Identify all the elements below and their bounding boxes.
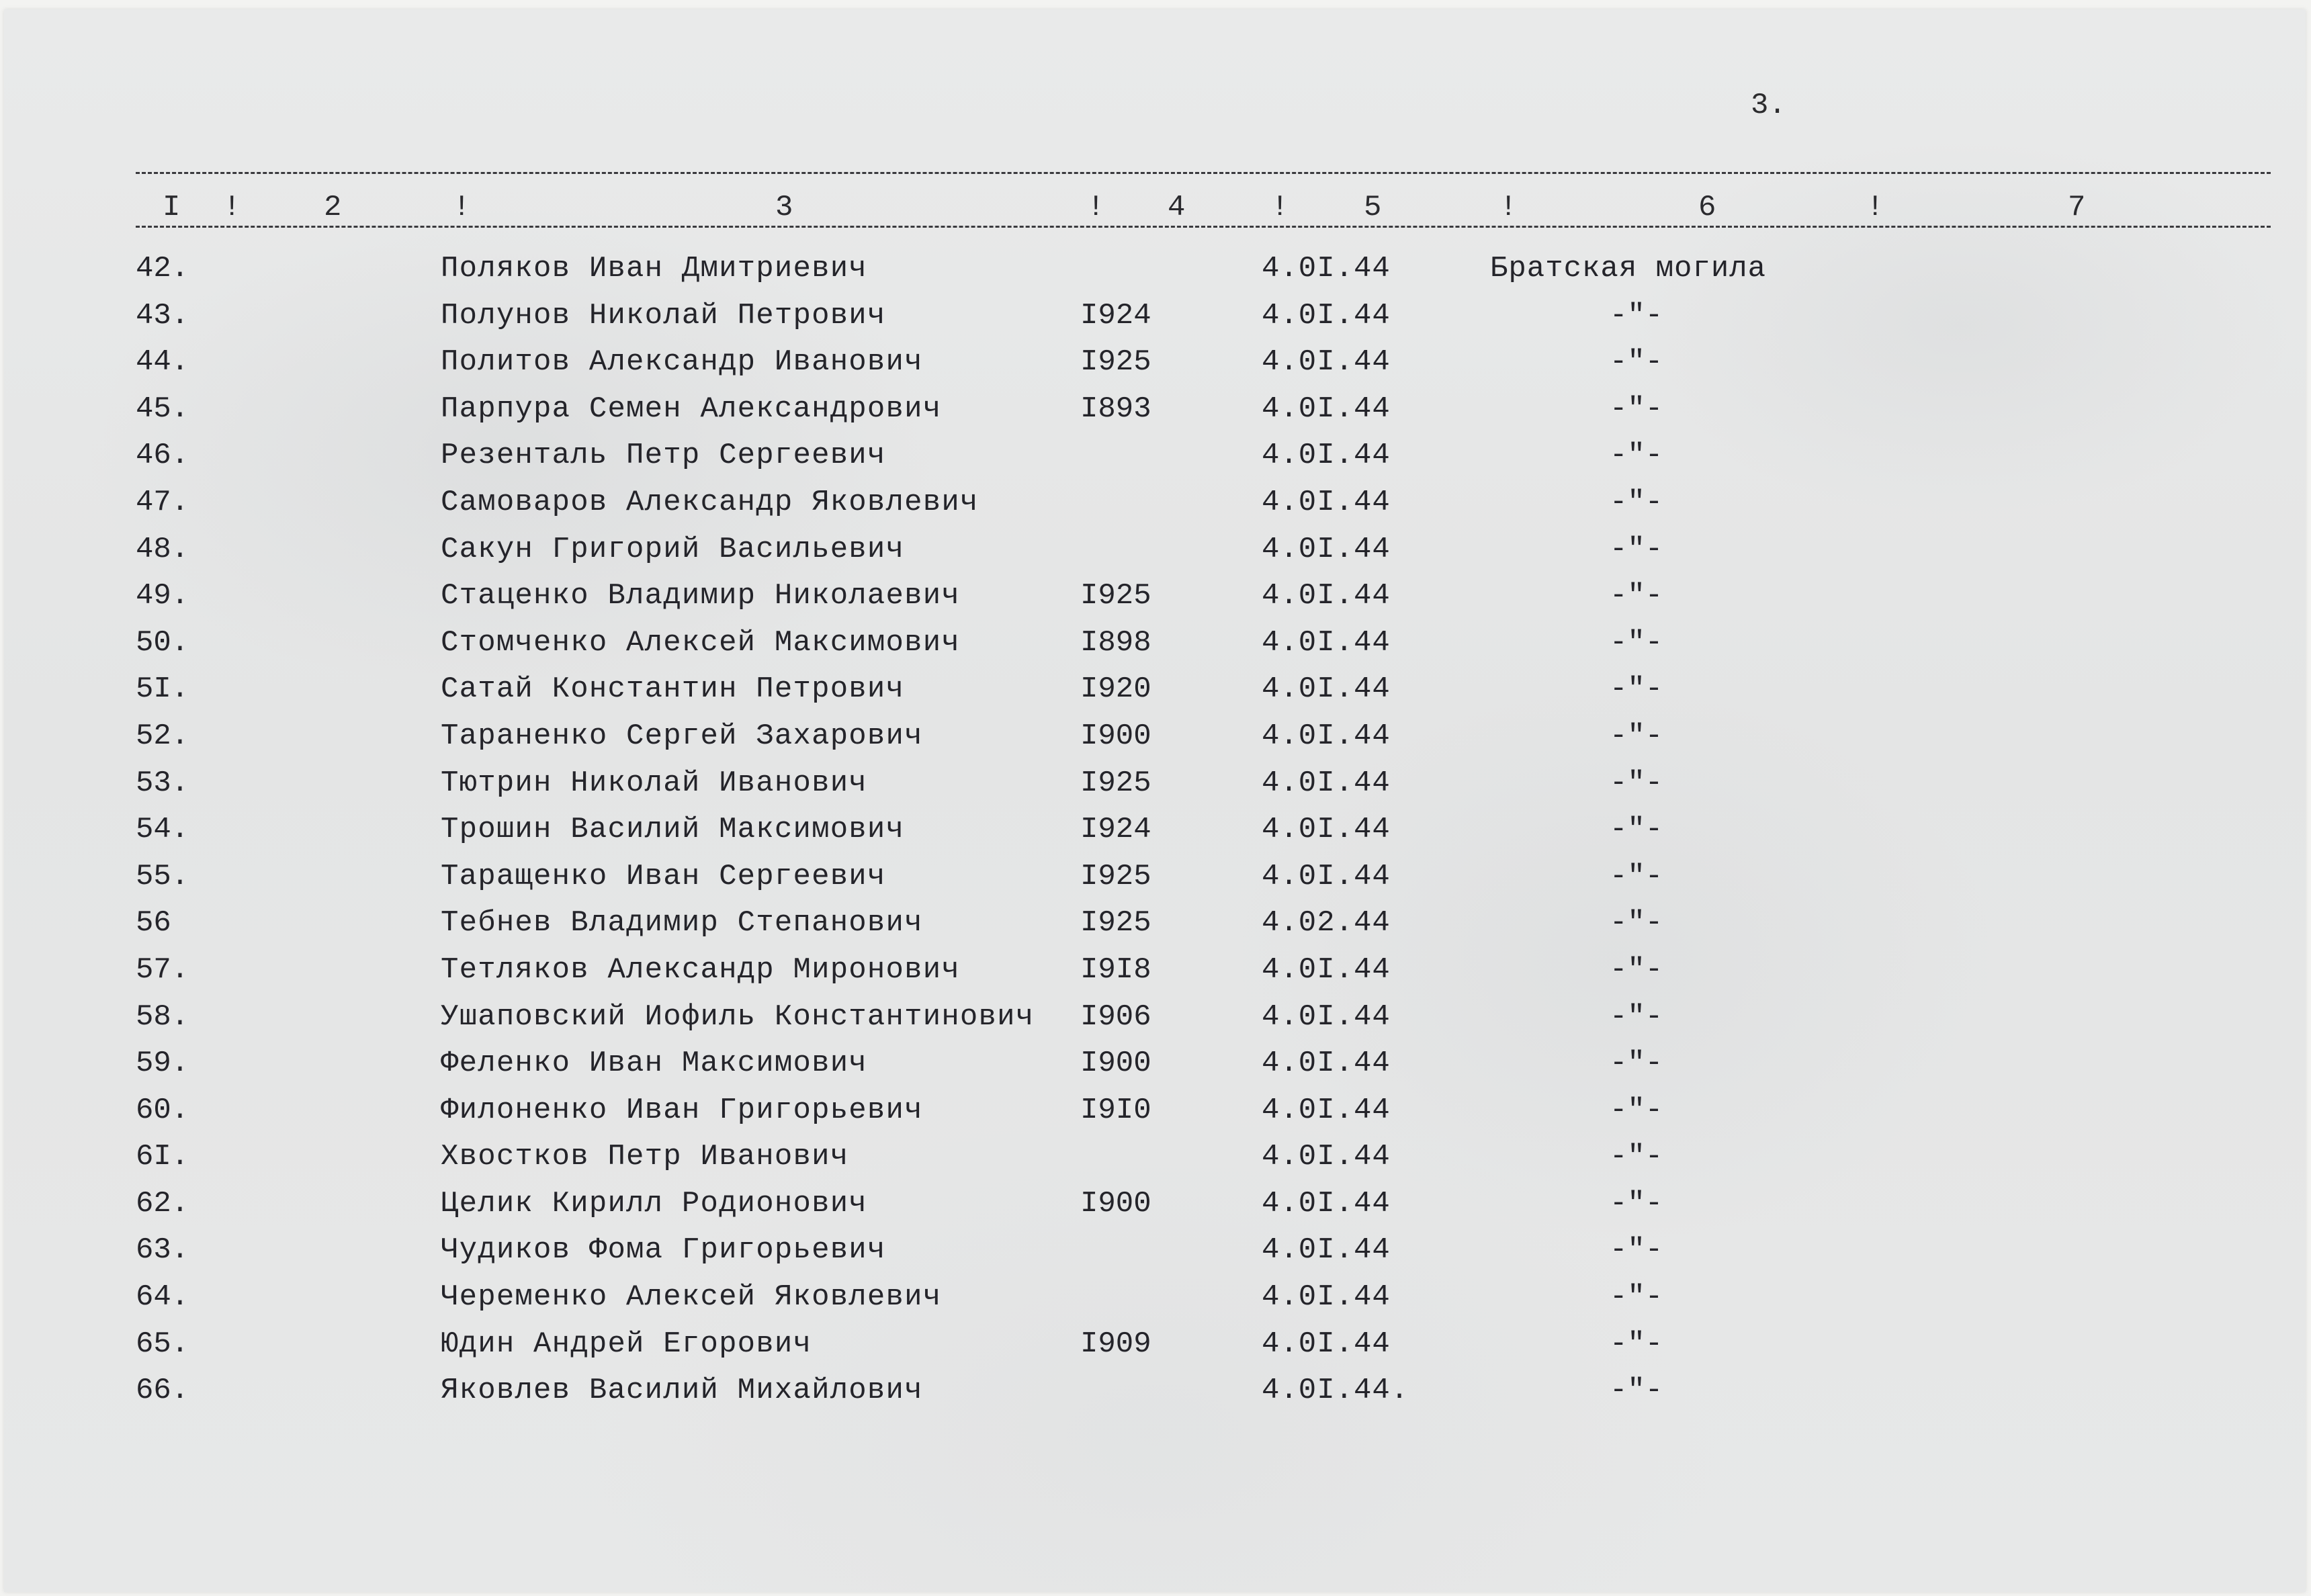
row-number: 50. — [136, 625, 189, 660]
table-row — [4, 1231, 2306, 1278]
death-date: 4.0I.44 — [1262, 532, 1391, 566]
column-header-4: 4 — [1168, 191, 1186, 224]
death-date: 4.0I.44 — [1262, 672, 1391, 707]
table-row — [4, 1092, 2306, 1139]
person-name: Целик Кирилл Родионович — [441, 1186, 867, 1221]
table-row — [4, 904, 2306, 951]
death-date: 4.0I.44 — [1262, 1233, 1391, 1268]
burial-place: -"- — [1610, 1000, 1663, 1034]
person-name: Ушаповский Иофиль Константинович — [441, 1000, 1035, 1034]
burial-place: -"- — [1610, 906, 1663, 940]
row-number: 43. — [136, 298, 189, 332]
birth-year: I924 — [1080, 813, 1151, 847]
birth-year: I920 — [1080, 672, 1151, 707]
row-number: 54. — [136, 813, 189, 847]
birth-year: I925 — [1080, 345, 1151, 380]
death-date: 4.0I.44 — [1262, 392, 1391, 426]
table-row — [4, 811, 2306, 858]
burial-place: -"- — [1610, 1140, 1663, 1174]
table-row — [4, 624, 2306, 671]
table-row — [4, 1045, 2306, 1092]
row-number: 6I. — [136, 1140, 189, 1174]
row-number: 45. — [136, 392, 189, 426]
column-header-7: 7 — [2068, 191, 2086, 224]
table-row — [4, 951, 2306, 998]
burial-place: -"- — [1610, 859, 1663, 893]
column-header-3: 3 — [775, 191, 793, 224]
burial-place: -"- — [1610, 485, 1663, 519]
death-date: 4.0I.44 — [1262, 1280, 1391, 1315]
person-name: Стаценко Владимир Николаевич — [441, 579, 960, 613]
burial-place: -"- — [1610, 579, 1663, 613]
birth-year: I924 — [1080, 298, 1151, 332]
row-number: 62. — [136, 1186, 189, 1221]
row-number: 60. — [136, 1093, 189, 1127]
person-name: Политов Александр Иванович — [441, 345, 923, 380]
person-name: Трошин Василий Максимович — [441, 813, 905, 847]
burial-place: -"- — [1610, 345, 1663, 380]
person-name: Тетляков Александр Миронович — [441, 952, 960, 987]
burial-place: -"- — [1610, 952, 1663, 987]
person-name: Поляков Иван Дмитриевич — [441, 252, 867, 285]
row-number: 48. — [136, 532, 189, 566]
column-header-6: 6 — [1698, 191, 1716, 224]
death-date: 4.0I.44 — [1262, 579, 1391, 613]
table-row — [4, 858, 2306, 905]
death-date: 4.0I.44 — [1262, 766, 1391, 800]
table-row — [4, 1138, 2306, 1185]
row-number: 5I. — [136, 672, 189, 707]
person-name: Череменко Алексей Яковлевич — [441, 1280, 942, 1315]
column-separator: ! — [1087, 191, 1105, 224]
birth-year: I925 — [1080, 766, 1151, 800]
table-row — [4, 998, 2306, 1045]
death-date: 4.0I.44 — [1262, 298, 1391, 332]
table-row — [4, 1372, 2306, 1419]
table-row — [4, 484, 2306, 531]
table-row — [4, 250, 2306, 297]
death-date: 4.0I.44 — [1262, 625, 1391, 660]
burial-place: -"- — [1610, 766, 1663, 800]
burial-place: -"- — [1610, 1047, 1663, 1081]
person-name: Тебнев Владимир Степанович — [441, 906, 923, 940]
person-name: Таращенко Иван Сергеевич — [441, 859, 886, 893]
column-separator: ! — [1866, 191, 1884, 224]
birth-year: I9I8 — [1080, 952, 1151, 987]
death-date: 4.02.44 — [1262, 906, 1391, 940]
person-name: Тараненко Сергей Захарович — [441, 719, 923, 753]
column-header-1: I — [163, 191, 181, 224]
birth-year: I900 — [1080, 1047, 1151, 1081]
row-number: 59. — [136, 1047, 189, 1081]
row-number: 47. — [136, 485, 189, 519]
death-date: 4.0I.44 — [1262, 1000, 1391, 1034]
death-date: 4.0I.44 — [1262, 252, 1391, 285]
person-name: Феленко Иван Максимович — [441, 1047, 867, 1081]
birth-year: I906 — [1080, 1000, 1151, 1034]
birth-year: I925 — [1080, 579, 1151, 613]
row-number: 52. — [136, 719, 189, 753]
death-date: 4.0I.44 — [1262, 439, 1391, 473]
table-row — [4, 437, 2306, 484]
row-number: 44. — [136, 345, 189, 380]
row-number: 58. — [136, 1000, 189, 1034]
death-date: 4.0I.44 — [1262, 1186, 1391, 1221]
burial-place: -"- — [1610, 1280, 1663, 1315]
row-number: 63. — [136, 1233, 189, 1268]
header-rule-top — [136, 172, 2271, 174]
table-row — [4, 764, 2306, 811]
person-name: Резенталь Петр Сергеевич — [441, 439, 886, 473]
table-row — [4, 297, 2306, 344]
row-number: 42. — [136, 252, 189, 285]
row-number: 53. — [136, 766, 189, 800]
burial-place: -"- — [1610, 1233, 1663, 1268]
person-name: Юдин Андрей Егорович — [441, 1327, 812, 1361]
page-number: 3. — [1751, 89, 1786, 122]
birth-year: I909 — [1080, 1327, 1151, 1361]
death-date: 4.0I.44 — [1262, 1140, 1391, 1174]
death-date: 4.0I.44 — [1262, 859, 1391, 893]
person-name: Самоваров Александр Яковлевич — [441, 485, 979, 519]
birth-year: I900 — [1080, 719, 1151, 753]
table-body — [4, 250, 2306, 1419]
birth-year: I925 — [1080, 906, 1151, 940]
burial-place: -"- — [1610, 1374, 1663, 1408]
person-name: Тютрин Николай Иванович — [441, 766, 867, 800]
death-date: 4.0I.44 — [1262, 719, 1391, 753]
burial-place: -"- — [1610, 719, 1663, 753]
row-number: 66. — [136, 1374, 189, 1408]
burial-place: -"- — [1610, 392, 1663, 426]
burial-place: Братская могила — [1490, 252, 1767, 285]
row-number: 56 — [136, 906, 171, 940]
burial-place: -"- — [1610, 1327, 1663, 1361]
row-number: 46. — [136, 439, 189, 473]
birth-year: I9I0 — [1080, 1093, 1151, 1127]
death-date: 4.0I.44 — [1262, 1093, 1391, 1127]
burial-place: -"- — [1610, 439, 1663, 473]
person-name: Яковлев Василий Михайлович — [441, 1374, 923, 1408]
person-name: Полунов Николай Петрович — [441, 298, 886, 332]
row-number: 64. — [136, 1280, 189, 1315]
table-row — [4, 1185, 2306, 1232]
death-date: 4.0I.44 — [1262, 485, 1391, 519]
row-number: 55. — [136, 859, 189, 893]
row-number: 57. — [136, 952, 189, 987]
header-rule-bottom — [136, 226, 2271, 228]
burial-place: -"- — [1610, 1186, 1663, 1221]
person-name: Парпура Семен Александрович — [441, 392, 942, 426]
column-separator: ! — [223, 191, 241, 224]
burial-place: -"- — [1610, 813, 1663, 847]
person-name: Стомченко Алексей Максимович — [441, 625, 960, 660]
table-row — [4, 1278, 2306, 1325]
table-row — [4, 390, 2306, 437]
column-header-5: 5 — [1364, 191, 1382, 224]
row-number: 49. — [136, 579, 189, 613]
burial-place: -"- — [1610, 1093, 1663, 1127]
burial-place: -"- — [1610, 672, 1663, 707]
burial-place: -"- — [1610, 532, 1663, 566]
table-row — [4, 343, 2306, 390]
birth-year: I893 — [1080, 392, 1151, 426]
death-date: 4.0I.44 — [1262, 1327, 1391, 1361]
birth-year: I900 — [1080, 1186, 1151, 1221]
death-date: 4.0I.44 — [1262, 1047, 1391, 1081]
birth-year: I925 — [1080, 859, 1151, 893]
table-row — [4, 717, 2306, 764]
table-row — [4, 577, 2306, 624]
table-row — [4, 1325, 2306, 1372]
column-separator: ! — [453, 191, 471, 224]
column-header-2: 2 — [324, 191, 342, 224]
person-name: Филоненко Иван Григорьевич — [441, 1093, 923, 1127]
burial-place: -"- — [1610, 625, 1663, 660]
column-separator: ! — [1271, 191, 1289, 224]
person-name: Сатай Константин Петрович — [441, 672, 905, 707]
column-separator: ! — [1499, 191, 1518, 224]
birth-year: I898 — [1080, 625, 1151, 660]
burial-place: -"- — [1610, 298, 1663, 332]
person-name: Сакун Григорий Васильевич — [441, 532, 905, 566]
death-date: 4.0I.44 — [1262, 345, 1391, 380]
death-date: 4.0I.44. — [1262, 1374, 1409, 1408]
table-row — [4, 531, 2306, 578]
row-number: 65. — [136, 1327, 189, 1361]
table-row — [4, 670, 2306, 717]
person-name: Чудиков Фома Григорьевич — [441, 1233, 886, 1268]
death-date: 4.0I.44 — [1262, 813, 1391, 847]
death-date: 4.0I.44 — [1262, 952, 1391, 987]
person-name: Хвостков Петр Иванович — [441, 1140, 849, 1174]
document-sheet — [4, 9, 2306, 1592]
